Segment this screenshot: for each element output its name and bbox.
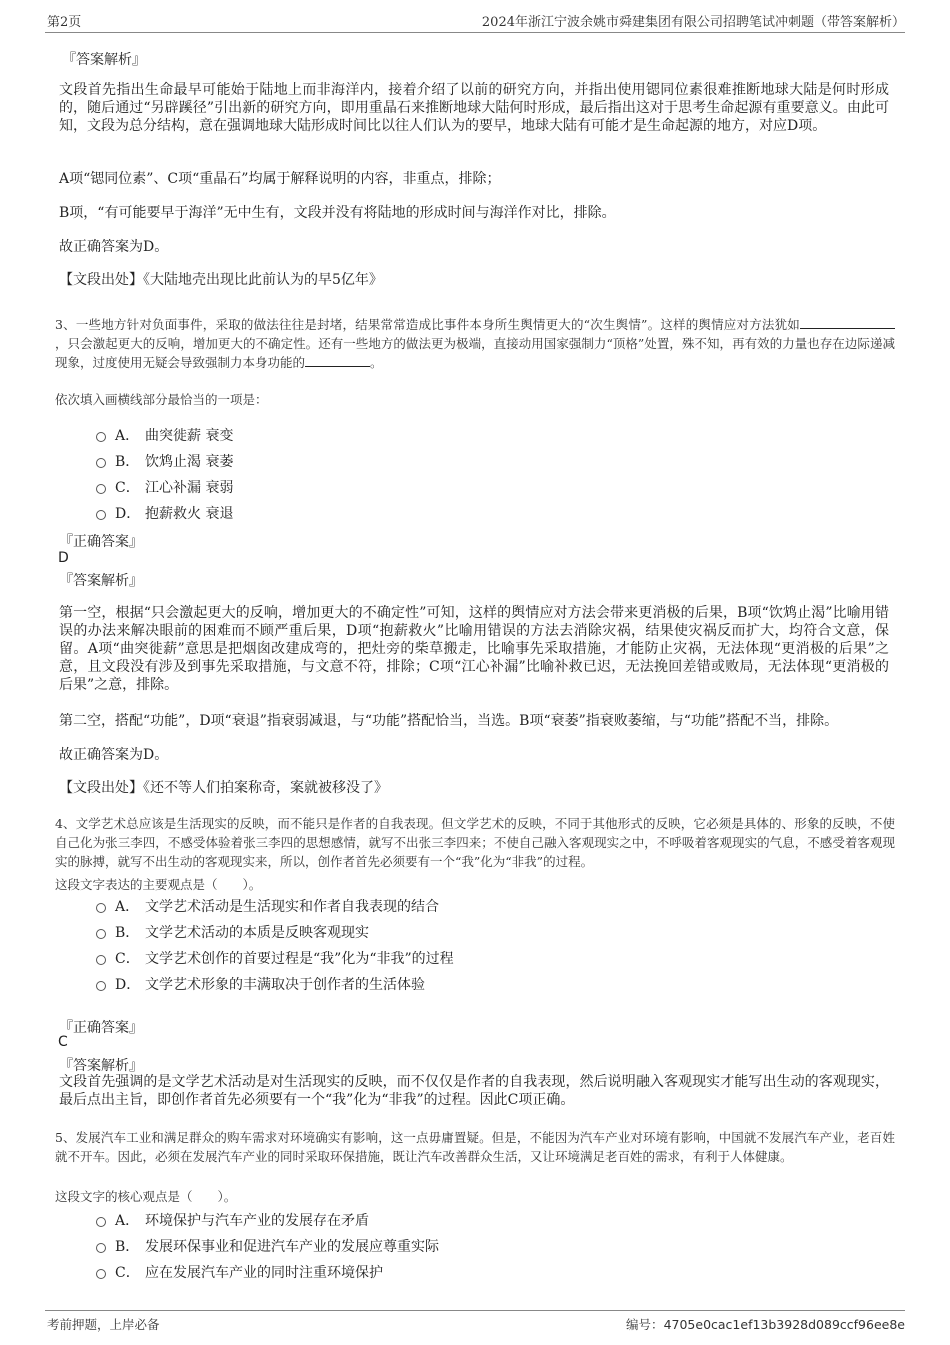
option-b[interactable] (96, 1236, 439, 1256)
document-title: 2024年浙江宁波余姚市舜建集团有限公司招聘笔试冲刺题（带答案解析） (481, 15, 905, 30)
option-c[interactable] (96, 948, 454, 968)
answer-analysis-label: 『答案解析』 (59, 1058, 143, 1074)
stem-text: 3、一些地方针对负面事件，采取的做法往往是封堵，结果常常造成比事件本身所生舆情更大的“次生舆情”。这样的舆情应对方法犹如 (55, 317, 800, 332)
question-prompt: 依次填入画横线部分最恰当的一项是： (55, 392, 268, 407)
radio-icon[interactable] (96, 955, 106, 965)
option-letter: D． (115, 977, 141, 993)
option-text: 文学艺术创作的首要过程是“我”化为“非我”的过程 (145, 951, 454, 967)
radio-icon[interactable] (96, 981, 106, 991)
correct-answer-label: 『正确答案』 (59, 1020, 143, 1036)
question-stem: 5、发展汽车工业和满足群众的购车需求对环境确实有影响，这一点毋庸置疑。但是，不能因为汽车产业对环境有影响，中国就不发展汽车产业，老百姓就不开车。因此，必须在发展汽车产业的同时采取环保措施，既让汽车改善群众生活，又让环境满足老百姓的需求，有利于人体健康。 (55, 1130, 895, 1164)
option-text: 江心补漏 衰弱 (145, 480, 234, 496)
option-letter: B． (115, 454, 140, 470)
code-value: 4705e0cac1ef13b3928d089ccf96ee8e (663, 1317, 905, 1332)
analysis-paragraph: 文段首先指出生命最早可能始于陆地上而非海洋内，接着介绍了以前的研究方向，并指出使用锶同位素很难推断地球大陆是何时形成的，随后通过“另辟蹊径”引出新的研究方向，即用重晶石来推断地球大陆何时形成，最后指出这对于思考生命起源有重要意义。由此可知，文段为总分结构，意在强调地球大陆形成时间比以往人们认为的要早，地球大陆有可能才是生命起源的地方，对应D项。 (59, 82, 889, 134)
option-text: 文学艺术形象的丰满取决于创作者的生活体验 (145, 977, 425, 993)
analysis-paragraph: 第一空，根据“只会激起更大的反响，增加更大的不确定性”可知，这样的舆情应对方法会带来更消极的后果，B项“饮鸩止渴”比喻用错误的办法来解决眼前的困难而不顾严重后果，D项“抱薪救火”比喻用错误的方法去消除灾祸，结果使灾祸反而扩大，均符合文意，保留。A项“曲突徙薪”意思是把烟囱改建成弯的，把灶旁的柴草搬走，比喻事先采取措施，才能防止灾祸，无法体现“更消极的后果”之意，且文段没有涉及到事先采取措施，与文意不符，排除；C项“江心补漏”比喻补救已迟，无法挽回差错或败局，无法体现“更消极的后果”之意，排除。 (59, 605, 889, 693)
question-stem (55, 315, 895, 372)
option-letter: A． (115, 1213, 140, 1229)
option-a[interactable] (96, 896, 439, 916)
question-prompt: 这段文字的核心观点是（ ）。 (55, 1189, 237, 1204)
option-b[interactable] (96, 922, 369, 942)
option-text: 曲突徙薪 衰变 (145, 428, 234, 444)
passage-source: 【文段出处】《大陆地壳出现比此前认为的早5亿年》 (59, 272, 383, 288)
radio-icon[interactable] (96, 510, 106, 520)
radio-icon[interactable] (96, 929, 106, 939)
radio-icon[interactable] (96, 458, 106, 468)
footer-rule (45, 1310, 905, 1311)
question-stem: 4、文学艺术总应该是生活现实的反映，而不能只是作者的自我表现。但文学艺术的反映，不同于其他形式的反映，它必须是具体的、形象的反映，不使自己化为张三李四，不感受体验着张三李四的思想感情，就写不出张三李四来；不使自己融入客观现实之中，不呼吸着客观现实的气息，不感受着客观现实的脉搏，就写不出生动的客观现实来，所以，创作者首先必须要有一个“我”化为“非我”的过程。 (55, 816, 895, 869)
fill-blank (800, 316, 895, 329)
correct-answer-value: D (58, 550, 69, 566)
option-letter: A． (115, 899, 140, 915)
header-rule (45, 32, 905, 33)
option-letter: B． (115, 925, 140, 941)
option-text: 饮鸩止渴 衰萎 (145, 454, 234, 470)
answer-analysis-label: 『答案解析』 (59, 573, 143, 589)
radio-icon[interactable] (96, 432, 106, 442)
analysis-paragraph: B项，“有可能要早于海洋”无中生有，文段并没有将陆地的形成时间与海洋作对比，排除。 (59, 205, 616, 221)
correct-answer-statement: 故正确答案为D。 (59, 239, 169, 255)
correct-answer-statement: 故正确答案为D。 (59, 747, 169, 763)
code-label: 编号： (626, 1317, 664, 1332)
option-d[interactable] (96, 503, 233, 523)
option-text: 环境保护与汽车产业的发展存在矛盾 (145, 1213, 369, 1229)
radio-icon[interactable] (96, 1243, 106, 1253)
page-number: 第2页 (47, 15, 82, 30)
footer-slogan: 考前押题，上岸必备 (47, 1317, 160, 1332)
answer-analysis-label: 『答案解析』 (62, 52, 146, 68)
option-text: 文学艺术活动是生活现实和作者自我表现的结合 (145, 899, 439, 915)
option-c[interactable] (96, 477, 233, 497)
document-code (626, 1315, 905, 1333)
option-letter: C． (115, 951, 140, 967)
option-letter: C． (115, 1265, 140, 1281)
option-a[interactable] (96, 425, 233, 445)
radio-icon[interactable] (96, 1269, 106, 1279)
option-b[interactable] (96, 451, 233, 471)
option-d[interactable] (96, 974, 425, 994)
analysis-paragraph: 第二空，搭配“功能”，D项“衰退”指衰弱减退，与“功能”搭配恰当，当选。B项“衰萎”指衰败萎缩，与“功能”搭配不当，排除。 (59, 713, 839, 729)
option-a[interactable] (96, 1210, 369, 1230)
correct-answer-label: 『正确答案』 (59, 534, 143, 550)
option-c[interactable] (96, 1262, 383, 1282)
fill-blank (305, 354, 370, 367)
stem-text: ，只会激起更大的反响，增加更大的不确定性。还有一些地方的做法更为极端，直接动用国家强制力“顶格”处置，殊不知，再有效的力量也存在边际递减现象，过度使用无疑会导致强制力本身功能的 (55, 336, 895, 370)
option-text: 应在发展汽车产业的同时注重环境保护 (145, 1265, 383, 1281)
stem-text: 。 (370, 355, 383, 370)
analysis-paragraph: A项“锶同位素”、C项“重晶石”均属于解释说明的内容，非重点，排除； (59, 171, 501, 187)
option-text: 文学艺术活动的本质是反映客观现实 (145, 925, 369, 941)
option-letter: B． (115, 1239, 140, 1255)
radio-icon[interactable] (96, 484, 106, 494)
radio-icon[interactable] (96, 1217, 106, 1227)
option-letter: A． (115, 428, 140, 444)
option-text: 发展环保事业和促进汽车产业的发展应尊重实际 (145, 1239, 439, 1255)
correct-answer-value: C (58, 1034, 68, 1050)
analysis-paragraph: 文段首先强调的是文学艺术活动是对生活现实的反映，而不仅仅是作者的自我表现，然后说明融入客观现实才能写出生动的客观现实，最后点出主旨，即创作者首先必须要有一个“我”化为“非我”的过程。因此C项正确。 (59, 1074, 889, 1108)
radio-icon[interactable] (96, 903, 106, 913)
option-letter: C． (115, 480, 140, 496)
option-text: 抱薪救火 衰退 (145, 506, 234, 522)
passage-source: 【文段出处】《还不等人们拍案称奇，案就被移没了》 (59, 780, 388, 796)
option-letter: D． (115, 506, 141, 522)
question-prompt: 这段文字表达的主要观点是（ ）。 (55, 877, 262, 892)
